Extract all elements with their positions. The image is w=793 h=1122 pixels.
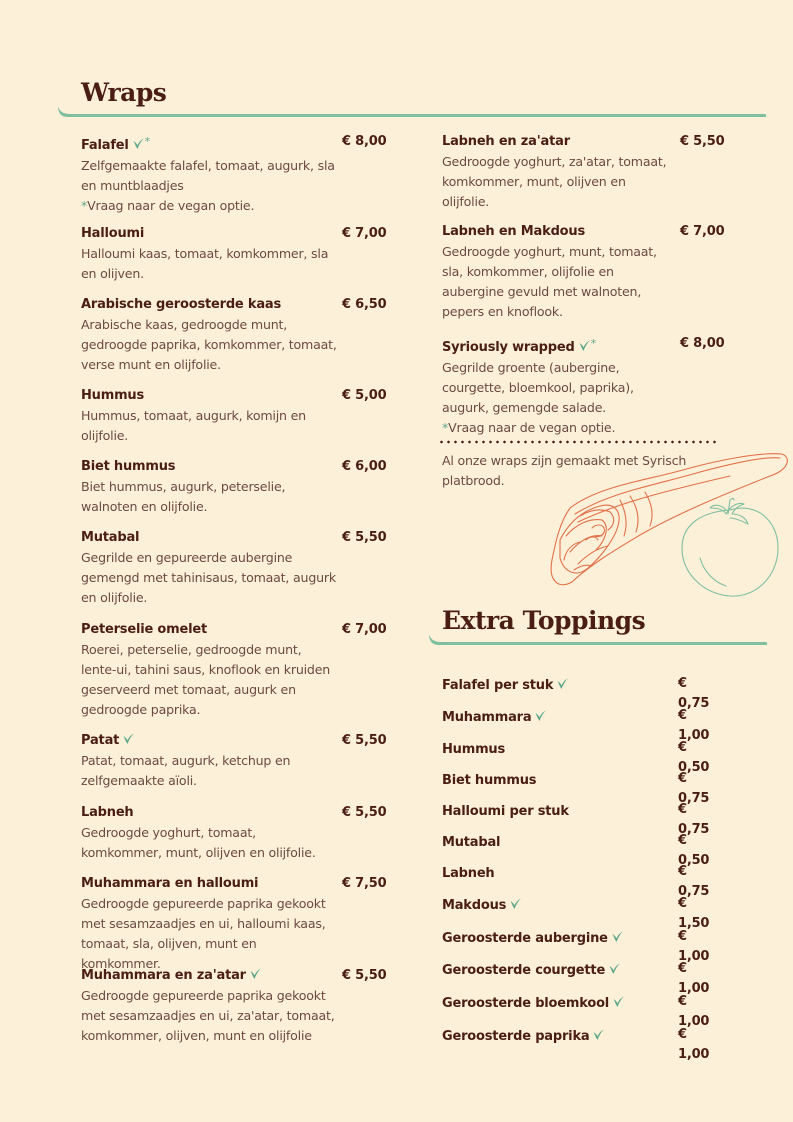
menu-item-name-text: Labneh: [81, 805, 134, 820]
menu-item-name-text: Muhammara en za'atar: [81, 968, 246, 983]
topping-row: [442, 706, 722, 743]
menu-item: [81, 457, 339, 517]
topping-name: Makdous: [442, 898, 507, 913]
wraps-title-underline: [56, 104, 768, 114]
menu-item: [442, 132, 674, 212]
topping-price: € 0,75: [678, 771, 710, 806]
menu-item-description: Halloumi kaas, tomaat, komkommer, sla en olijven.: [81, 246, 329, 281]
topping-name: Geroosterde paprika: [442, 1029, 590, 1044]
menu-item: [81, 224, 339, 284]
vegan-leaf-icon: [249, 967, 262, 980]
menu-item-name: [81, 731, 339, 751]
menu-item-name: [442, 334, 674, 358]
menu-item-price: € 8,00: [680, 336, 725, 351]
topping-row: [442, 738, 722, 775]
menu-item-description: Gegrilde en gepureerde aubergine gemengd met tahinisaus, tomaat, augurk en olijfolie.: [81, 550, 336, 605]
topping-row: [442, 769, 722, 806]
menu-item-price: € 5,00: [342, 388, 387, 403]
topping-price: € 1,00: [678, 1027, 710, 1062]
note-asterisk: *: [442, 420, 449, 435]
topping-name: Muhammara: [442, 710, 532, 725]
vegan-leaf-icon: [578, 339, 591, 352]
menu-item: [81, 966, 339, 1046]
menu-item-name: [442, 222, 674, 242]
topping-row: [442, 992, 722, 1029]
menu-item-description: Gedroogde yoghurt, za'atar, tomaat, komkommer, munt, olijven en olijfolie.: [442, 154, 667, 209]
menu-item-description: Gegrilde groente (aubergine, courgette, bloemkool, paprika), augurk, gemengde salade.: [442, 360, 634, 415]
toppings-title-underline: [427, 632, 769, 642]
menu-item-description: Gedroogde gepureerde paprika gekookt met sesamzaadjes en ui, za'atar, tomaat, komkommer, olijven, munt en olijfolie: [81, 988, 335, 1043]
menu-item-name: [81, 295, 339, 315]
topping-price: € 0,75: [678, 864, 710, 899]
menu-item-price: € 5,50: [342, 530, 387, 545]
topping-row: [442, 831, 722, 868]
vegan-leaf-icon: [132, 137, 145, 150]
menu-item-description: Biet hummus, augurk, peterselie, walnoten en olijfolie.: [81, 479, 286, 514]
wraps-footer-note: Al onze wraps zijn gemaakt met Syrisch platbrood.: [442, 453, 687, 488]
menu-item: [81, 731, 339, 791]
topping-name: Hummus: [442, 742, 506, 757]
menu-item-name: [81, 457, 339, 477]
menu-item-name-text: Syriously wrapped: [442, 340, 575, 355]
menu-item-price: € 7,00: [680, 224, 725, 239]
topping-name: Geroosterde aubergine: [442, 931, 608, 946]
menu-item-name-text: Biet hummus: [81, 459, 176, 474]
menu-item: [81, 386, 339, 446]
topping-row: [442, 1025, 722, 1062]
menu-item-name-text: Hummus: [81, 388, 145, 403]
topping-price: € 1,50: [678, 896, 710, 931]
topping-name: Labneh: [442, 866, 495, 881]
menu-item-name-text: Arabische geroosterde kaas: [81, 297, 282, 312]
topping-row: [442, 800, 722, 837]
menu-item-name-text: Labneh en za'atar: [442, 134, 570, 149]
topping-row: [442, 674, 722, 711]
topping-price: € 1,00: [678, 994, 710, 1029]
note-asterisk: *: [81, 198, 88, 213]
menu-item-price: € 7,50: [342, 876, 387, 891]
menu-item-description: Arabische kaas, gedroogde munt, gedroogde paprika, komkommer, tomaat, verse munt en olijfolie.: [81, 317, 337, 372]
menu-item-description: Patat, tomaat, augurk, ketchup en zelfgemaakte aïoli.: [81, 753, 291, 788]
menu-item: [81, 132, 339, 216]
note-text: Vraag naar de vegan optie.: [87, 198, 255, 213]
topping-price: € 0,50: [678, 740, 710, 775]
menu-item: [81, 874, 339, 974]
menu-item-name: [81, 528, 339, 548]
menu-item-name: [81, 966, 339, 986]
topping-row: [442, 894, 722, 931]
toppings-title: Extra Toppings: [442, 606, 646, 635]
menu-item-description: Zelfgemaakte falafel, tomaat, augurk, sla en muntblaadjes: [81, 158, 335, 193]
topping-price: € 1,00: [678, 961, 710, 996]
topping-name: Mutabal: [442, 835, 501, 850]
menu-item-name-text: Halloumi: [81, 226, 145, 241]
note-text: Vraag naar de vegan optie.: [448, 420, 616, 435]
menu-item-name-text: Labneh en Makdous: [442, 224, 585, 239]
menu-item-name: [81, 386, 339, 406]
topping-name: Biet hummus: [442, 773, 537, 788]
menu-item-description: Roerei, peterselie, gedroogde munt, lente-ui, tahini saus, knoflook en kruiden geserveerd met tomaat, augurk en gedroogde paprika.: [81, 642, 331, 717]
vegan-leaf-icon: [534, 709, 547, 722]
vegan-leaf-icon: [608, 962, 621, 975]
menu-item: [81, 620, 339, 720]
menu-item: [442, 334, 674, 438]
topping-row: [442, 959, 722, 996]
menu-item-name: [81, 132, 339, 156]
topping-name: Halloumi per stuk: [442, 804, 569, 819]
menu-item: [81, 803, 339, 863]
menu-item-description: Gedroogde yoghurt, tomaat, komkommer, munt, olijven en olijfolie.: [81, 825, 316, 860]
vegan-leaf-icon: [612, 995, 625, 1008]
vegan-leaf-icon: [592, 1028, 605, 1041]
menu-item-name: [81, 224, 339, 244]
menu-item-name-text: Mutabal: [81, 530, 140, 545]
vegan-option-asterisk: *: [590, 337, 596, 350]
menu-item-price: € 7,00: [342, 622, 387, 637]
menu-item-name: [442, 132, 674, 152]
menu-item-description: Gedroogde gepureerde paprika gekookt met sesamzaadjes en ui, halloumi kaas, tomaat, sla, olijven, munt en komkommer.: [81, 896, 326, 971]
topping-price: € 1,00: [678, 708, 710, 743]
menu-item-name-text: Falafel: [81, 138, 129, 153]
menu-item: [81, 528, 339, 608]
menu-item-price: € 6,50: [342, 297, 387, 312]
topping-price: € 0,50: [678, 833, 710, 868]
topping-name: Geroosterde bloemkool: [442, 996, 610, 1011]
menu-item-name: [81, 874, 339, 894]
menu-item-price: € 7,00: [342, 226, 387, 241]
menu-item-name-text: Muhammara en halloumi: [81, 876, 259, 891]
vegan-option-asterisk: *: [144, 135, 150, 148]
menu-item-description: Hummus, tomaat, augurk, komijn en olijfolie.: [81, 408, 306, 443]
wrap-and-tomato-illustration: [530, 440, 790, 609]
menu-item-name-text: Patat: [81, 733, 120, 748]
menu-item-price: € 5,50: [680, 134, 725, 149]
vegan-leaf-icon: [556, 677, 569, 690]
menu-item-price: € 5,50: [342, 968, 387, 983]
menu-item-description: Gedroogde yoghurt, munt, tomaat, sla, komkommer, olijfolie en aubergine gevuld met walnoten, pepers en knoflook.: [442, 244, 657, 319]
topping-name: Geroosterde courgette: [442, 963, 606, 978]
vegan-leaf-icon: [611, 930, 624, 943]
menu-item-price: € 5,50: [342, 733, 387, 748]
topping-row: [442, 927, 722, 964]
topping-price: € 1,00: [678, 929, 710, 964]
vegan-leaf-icon: [122, 732, 135, 745]
wraps-title: Wraps: [81, 78, 167, 107]
menu-item-name: [81, 803, 339, 823]
menu-item-price: € 6,00: [342, 459, 387, 474]
vegan-leaf-icon: [509, 897, 522, 910]
menu-item-name: [81, 620, 339, 640]
menu-item-name-text: Peterselie omelet: [81, 622, 207, 637]
topping-price: € 0,75: [678, 802, 710, 837]
menu-item-price: € 5,50: [342, 805, 387, 820]
menu-item: [442, 222, 674, 322]
menu-item-note: [442, 418, 674, 438]
menu-item: [81, 295, 339, 375]
menu-item-price: € 8,00: [342, 134, 387, 149]
topping-price: € 0,75: [678, 676, 710, 711]
topping-name: Falafel per stuk: [442, 678, 554, 693]
menu-item-note: [81, 196, 339, 216]
topping-row: [442, 862, 722, 899]
